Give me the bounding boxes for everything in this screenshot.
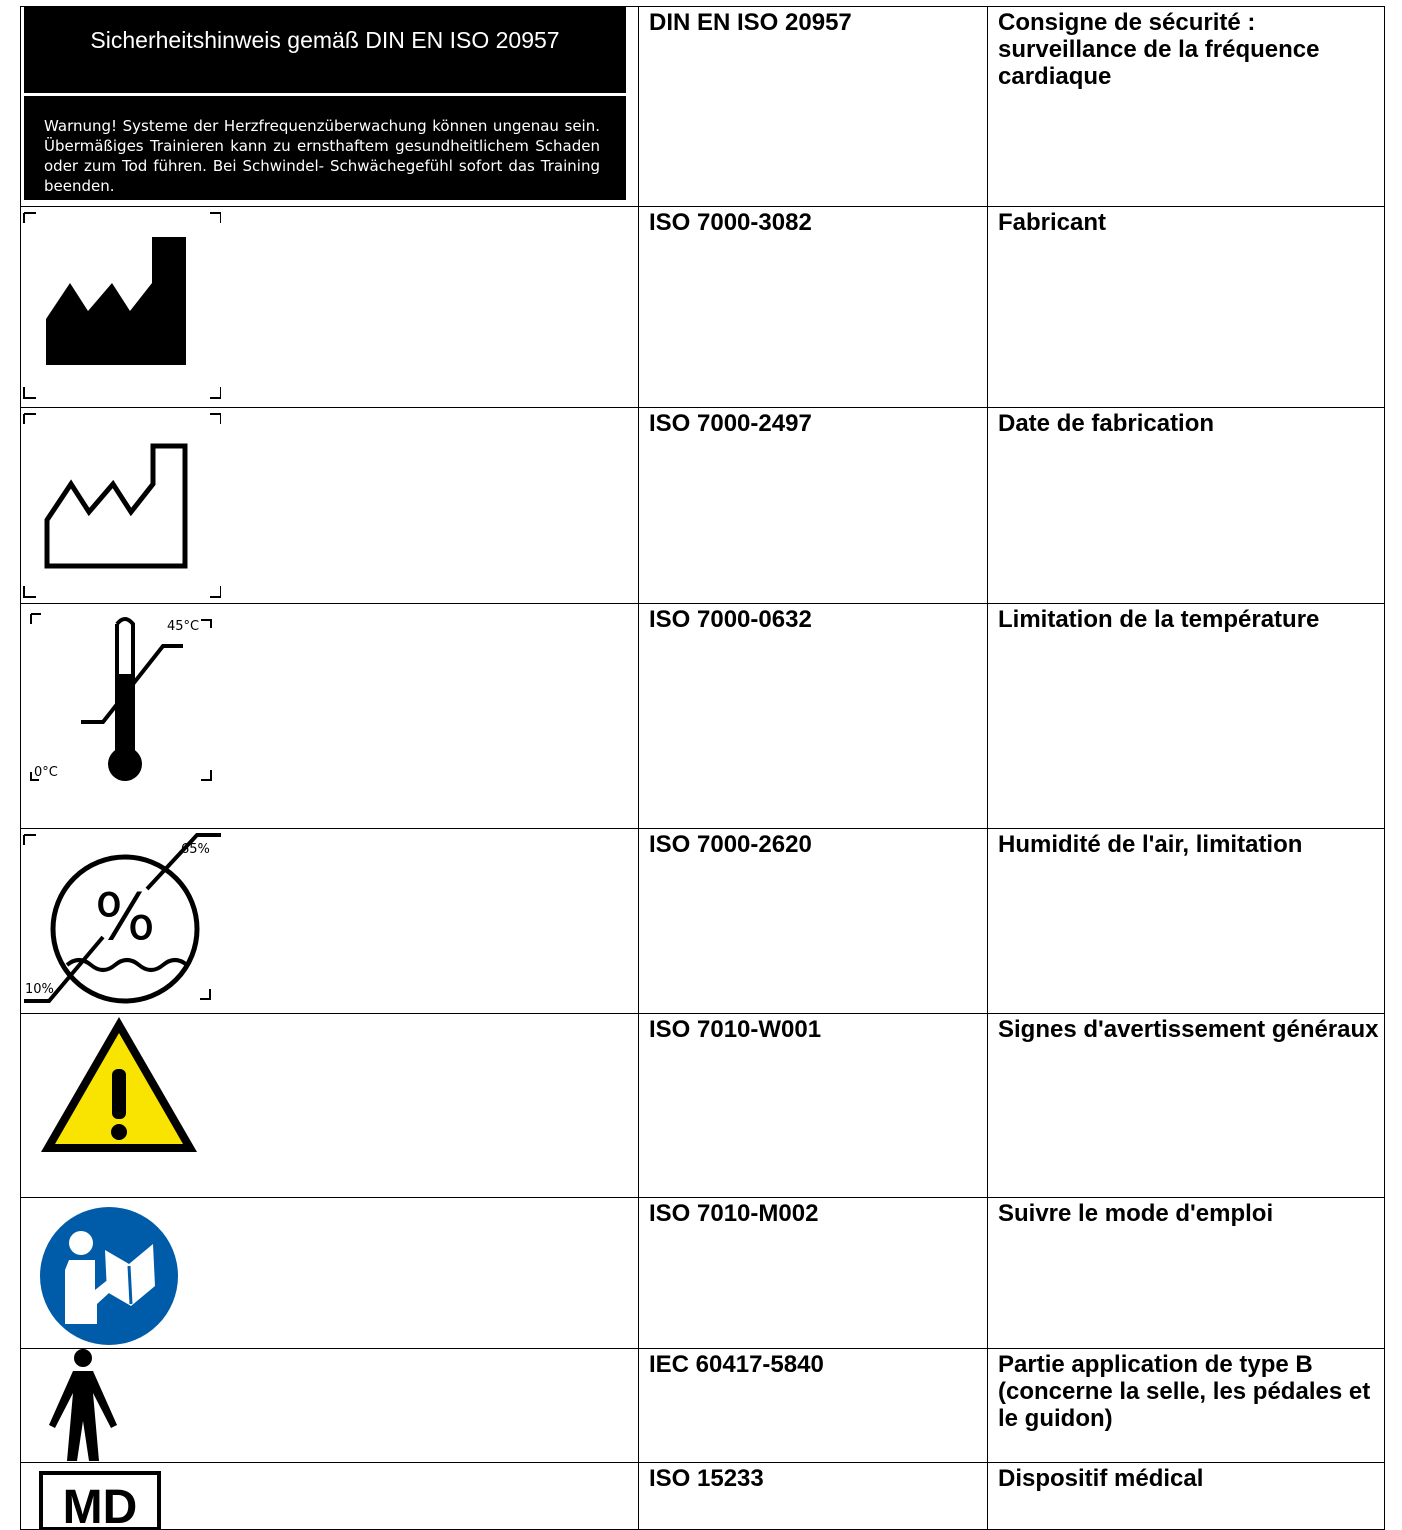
norm-label: ISO 7000-0632: [649, 606, 812, 633]
symbol-cell: [21, 1198, 639, 1349]
general-warning-icon: [21, 1014, 221, 1197]
humidity-high-label: 65%: [181, 842, 210, 857]
humidity-limit-icon: [21, 829, 221, 1013]
table-row: [21, 7, 1385, 207]
table-row: [21, 1014, 1385, 1198]
humidity-low-label: 10%: [25, 982, 54, 997]
table-row: [21, 207, 1385, 408]
norm-label: ISO 7010-M002: [649, 1200, 819, 1227]
temperature-high-label: 45°C: [167, 619, 200, 634]
date-of-manufacture-icon: [21, 408, 221, 603]
description-cell: [988, 1014, 1385, 1198]
norm-cell: [639, 1349, 988, 1463]
warning-sign-title: Sicherheitshinweis gemäß DIN EN ISO 20957: [24, 7, 626, 93]
norm-label: ISO 7000-2620: [649, 831, 812, 858]
read-manual-icon: [21, 1198, 221, 1348]
norm-cell: [639, 1014, 988, 1198]
humidity-percent-glyph: %: [94, 881, 156, 955]
description-cell: [988, 1349, 1385, 1463]
description-label: Limitation de la température: [998, 606, 1320, 633]
norm-cell: [639, 207, 988, 408]
norm-cell: [639, 604, 988, 829]
description-cell: [988, 829, 1385, 1014]
norm-label: ISO 7010-W001: [649, 1016, 822, 1043]
type-b-applied-part-icon: [21, 1349, 221, 1462]
description-label: Dispositif médical: [998, 1465, 1204, 1492]
norm-cell: [639, 7, 988, 207]
symbol-cell: [21, 1463, 639, 1530]
description-label: Consigne de sécurité : surveillance de la fréquence cardiaque: [998, 9, 1320, 90]
table-row: [21, 604, 1385, 829]
norm-label: ISO 7000-2497: [649, 410, 812, 437]
table-row: [21, 829, 1385, 1014]
table-row: [21, 1349, 1385, 1463]
medical-device-icon: [21, 1463, 221, 1529]
description-label: Signes d'avertissement généraux: [998, 1016, 1379, 1043]
symbol-cell: [21, 1014, 639, 1198]
description-cell: [988, 1198, 1385, 1349]
norm-label: DIN EN ISO 20957: [649, 9, 852, 36]
norm-cell: [639, 829, 988, 1014]
table-row: [21, 408, 1385, 604]
symbol-cell: [21, 7, 639, 207]
symbol-cell: [21, 604, 639, 829]
manufacturer-icon: [21, 207, 221, 407]
norm-cell: [639, 1198, 988, 1349]
norm-cell: [639, 1463, 988, 1530]
temperature-limit-icon: [21, 604, 221, 828]
symbol-cell: [21, 829, 639, 1014]
norm-label: IEC 60417-5840: [649, 1351, 824, 1378]
description-label: Suivre le mode d'emploi: [998, 1200, 1274, 1227]
symbol-cell: [21, 408, 639, 604]
description-cell: [988, 207, 1385, 408]
description-label: Partie application de type B (concerne la selle, les pédales et le guidon): [998, 1351, 1371, 1432]
table-row: [21, 1198, 1385, 1349]
description-label: Humidité de l'air, limitation: [998, 831, 1303, 858]
description-cell: [988, 1463, 1385, 1530]
symbols-table: [20, 6, 1385, 1530]
norm-label: ISO 7000-3082: [649, 209, 812, 236]
heart-rate-warning-sign: [24, 7, 626, 197]
description-cell: [988, 408, 1385, 604]
norm-label: ISO 15233: [649, 1465, 764, 1492]
medical-device-glyph: MD: [62, 1481, 138, 1529]
description-cell: [988, 604, 1385, 829]
norm-cell: [639, 408, 988, 604]
table-row: [21, 1463, 1385, 1530]
description-label: Date de fabrication: [998, 410, 1215, 437]
description-cell: [988, 7, 1385, 207]
warning-sign-body: Warnung! Systeme der Herzfrequenzüberwachung können ungenau sein. Übermäßiges Trainieren kann zu ernsthaftem gesundheitlichem Schaden oder zum Tod führen. Bei Schwindel- Schwächegefühl sofort das Training beenden.: [24, 96, 626, 200]
temperature-low-label: 0°C: [34, 765, 58, 780]
description-label: Fabricant: [998, 209, 1107, 236]
symbol-cell: [21, 1349, 639, 1463]
symbol-cell: [21, 207, 639, 408]
